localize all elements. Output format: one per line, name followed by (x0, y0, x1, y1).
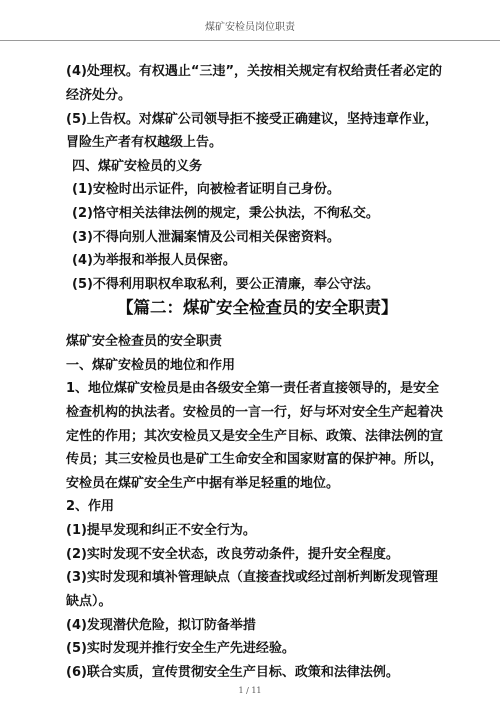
list-item: (1)安检时出示证件，向被检者证明自己身份。 (72, 182, 340, 197)
paragraph-line: (5)上告权。对煤矿公司领导拒不接受正确建议，坚持违章作业， (66, 112, 438, 127)
list-item: (4)为举报和举报人员保密。 (72, 253, 236, 268)
section-heading: 2、作用 (66, 499, 115, 514)
paragraph-line: 1、地位煤矿安检员是由各级安全第一责任者直接领导的，是安全 (66, 381, 440, 396)
list-item: (5)不得利用职权牟取私利，要公正清廉，奉公守法。 (72, 277, 379, 292)
list-item: (6)联合实质，宣传贯彻安全生产目标、政策和法律法例。 (66, 665, 399, 680)
document-title: 煤矿安检员岗位职责 (205, 22, 295, 33)
paragraph-line: 经济处分。 (66, 88, 132, 103)
list-item: (2)恪守相关法律法例的规定，秉公执法，不徇私交。 (72, 206, 379, 221)
section-heading: 四、煤矿安检员的义务 (72, 159, 203, 174)
list-item: (3)不得向别人泄漏案情及公司相关保密资料。 (72, 230, 340, 245)
list-item: (4)发现潜伏危险，拟订防备举措 (66, 618, 256, 633)
paragraph-line: 传员；其三安检员也是矿工生命安全和国家财富的保护神。所以， (66, 452, 444, 467)
list-item: (2)实时发现不安全状态，改良劳动条件，提升安全程度。 (66, 547, 399, 562)
list-item: (1)提早发现和纠正不安全行为。 (66, 523, 256, 538)
chapter-title: 【篇二：煤矿安全检查员的安全职责】 (117, 298, 398, 317)
paragraph-line: 检查机构的执法者。安检员的一言一行，好与坏对安全生产起着决 (66, 405, 444, 420)
section-heading: 一、煤矿安检员的地位和作用 (66, 358, 236, 373)
list-item: 缺点）。 (66, 594, 112, 609)
list-item: (3)实时发现和填补管理缺点（直接查找或经过剖析判断发现管理 (66, 570, 438, 585)
paragraph-line: 煤矿安全检查员的安全职责 (66, 334, 223, 349)
page-number: 1 / 11 (238, 686, 262, 695)
paragraph-line: 定性的作用；其次安检员又是安全生产目标、政策、法律法例的宣 (66, 429, 444, 444)
paragraph-line: (4)处理权。有权遇止“三违”，关按相关规定有权给责任者必定的 (66, 64, 443, 79)
list-item: (5)实时发现并推行安全生产先进经验。 (66, 641, 295, 656)
paragraph-line: 安检员在煤矿安全生产中据有举足轻重的地位。 (66, 476, 340, 491)
paragraph-line: 冒险生产者有权越级上告。 (66, 135, 223, 150)
